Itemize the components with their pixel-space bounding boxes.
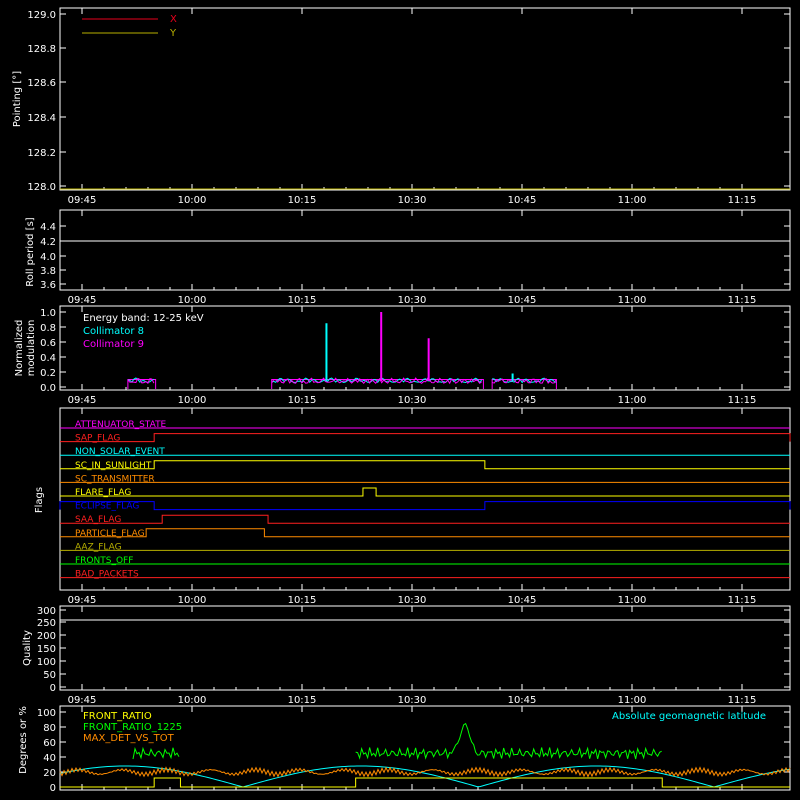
- front-ratio-1225-line: [133, 748, 179, 759]
- flag-label: SAA_FLAG: [75, 515, 122, 526]
- y-tick-label: 4.2: [40, 237, 56, 248]
- x-tick-label: 10:15: [287, 595, 317, 606]
- y-axis-label-modulation-2: modulation: [26, 319, 37, 377]
- y-tick-label: 129.0: [27, 10, 56, 21]
- y-tick-label: 0.0: [40, 383, 56, 394]
- x-tick-label: 10:00: [177, 595, 207, 606]
- x-tick-label: 10:00: [177, 695, 207, 706]
- front-ratio-1225-line: [356, 724, 662, 759]
- x-tick-label: 10:30: [397, 595, 427, 606]
- y-tick-label: 128.6: [27, 78, 56, 89]
- y-tick-label: 0.2: [40, 368, 56, 379]
- flag-label: SAP_FLAG: [75, 433, 121, 444]
- y-tick-label: 0: [49, 783, 56, 794]
- x-tick-label: 11:15: [727, 695, 757, 706]
- x-tick-label: 10:30: [397, 295, 427, 306]
- legend-front-ratio: FRONT_RATIO: [83, 711, 152, 722]
- x-tick-label: 10:00: [177, 195, 207, 206]
- y-tick-label: 3.8: [40, 266, 56, 277]
- x-tick-label: 11:15: [727, 295, 757, 306]
- x-tick-label: 10:00: [177, 395, 207, 406]
- legend-label-x: X: [170, 14, 177, 25]
- y-tick-label: 128.4: [27, 113, 56, 124]
- x-tick-label: 10:15: [287, 295, 317, 306]
- y-tick-label: 200: [36, 631, 56, 642]
- x-tick-label: 11:00: [617, 295, 647, 306]
- y-tick-label: 4.0: [40, 252, 56, 263]
- panel-frame: [60, 408, 790, 590]
- x-tick-label: 09:45: [67, 395, 97, 406]
- x-tick-label: 11:15: [727, 195, 757, 206]
- y-axis-label-ratios: Degrees or %: [18, 706, 29, 774]
- y-tick-label: 250: [36, 618, 56, 629]
- flag-line: [60, 502, 790, 510]
- x-tick-label: 10:45: [507, 695, 537, 706]
- y-tick-label: 80: [43, 723, 56, 734]
- y-axis-label-quality: Quality: [22, 630, 33, 666]
- y-tick-label: 60: [43, 738, 56, 749]
- y-tick-label: 1.0: [40, 308, 56, 319]
- panel-frame: [60, 606, 790, 690]
- y-tick-label: 0.8: [40, 323, 56, 334]
- y-tick-label: 0.6: [40, 338, 56, 349]
- panel-roll: [60, 210, 790, 290]
- flag-label: ECLIPSE_FLAG: [75, 501, 140, 512]
- y-tick-label: 0.4: [40, 353, 56, 364]
- y-tick-label: 0: [49, 683, 56, 694]
- panel-quality: [60, 606, 790, 690]
- flag-label: PARTICLE_FLAG: [75, 528, 145, 539]
- y-axis-label-roll: Roll period [s]: [25, 217, 36, 287]
- x-tick-label: 10:30: [397, 395, 427, 406]
- flag-label: FRONTS_OFF: [75, 556, 134, 566]
- modulation-legend-title: Energy band: 12-25 keV: [83, 313, 204, 324]
- x-tick-label: 11:00: [617, 395, 647, 406]
- y-tick-label: 4.4: [40, 222, 56, 233]
- y-tick-label: 50: [43, 670, 56, 681]
- flag-line: [60, 529, 790, 537]
- x-tick-label: 10:45: [507, 595, 537, 606]
- legend-front-ratio-1225: FRONT_RATIO_1225: [83, 722, 183, 733]
- y-tick-label: 300: [36, 606, 56, 617]
- x-tick-label: 09:45: [67, 195, 97, 206]
- x-tick-label: 09:45: [67, 695, 97, 706]
- panel-flags: [60, 408, 790, 590]
- flag-line: [60, 515, 790, 526]
- flag-label: SC_IN_SUNLIGHT: [75, 460, 152, 471]
- x-tick-label: 11:00: [617, 595, 647, 606]
- flag-label: NON_SOLAR_EVENT: [75, 447, 165, 458]
- y-axis-label-modulation-1: Normalized: [14, 319, 25, 377]
- legend-label-y: Y: [170, 28, 177, 39]
- y-tick-label: 128.8: [27, 44, 56, 55]
- annotation-geomagnetic-latitude: Absolute geomagnetic latitude: [612, 711, 766, 722]
- x-tick-label: 10:15: [287, 195, 317, 206]
- flag-label: FLARE_FLAG: [75, 488, 132, 498]
- x-tick-label: 10:00: [177, 295, 207, 306]
- legend-max-det-vs-tot: MAX_DET_VS_TOT: [83, 733, 174, 744]
- y-tick-label: 3.6: [40, 280, 56, 291]
- x-tick-label: 10:30: [397, 695, 427, 706]
- flag-label: SC_TRANSMITTER: [75, 474, 155, 485]
- front-ratio-line: [60, 778, 790, 787]
- panel-frame: [60, 210, 790, 290]
- y-tick-label: 40: [43, 753, 56, 764]
- x-tick-label: 11:15: [727, 595, 757, 606]
- x-tick-label: 11:15: [727, 395, 757, 406]
- flag-line: [60, 461, 790, 469]
- max-det-vs-tot-line: [60, 768, 790, 777]
- y-axis-label-flags: Flags: [34, 486, 45, 514]
- y-tick-label: 150: [36, 644, 56, 655]
- flag-label: BAD_PACKETS: [75, 569, 139, 580]
- x-tick-label: 09:45: [67, 595, 97, 606]
- y-tick-label: 20: [43, 768, 56, 779]
- y-tick-label: 100: [36, 708, 56, 719]
- y-axis-label-pointing: Pointing [°]: [12, 70, 23, 128]
- x-tick-label: 11:00: [617, 195, 647, 206]
- x-tick-label: 10:30: [397, 195, 427, 206]
- x-tick-label: 10:15: [287, 695, 317, 706]
- x-tick-label: 11:00: [617, 695, 647, 706]
- x-tick-label: 09:45: [67, 295, 97, 306]
- y-tick-label: 128.2: [27, 148, 56, 159]
- flag-label: AAZ_FLAG: [75, 542, 122, 553]
- y-tick-label: 128.0: [27, 182, 56, 193]
- modulation-legend-collimator-8: Collimator 8: [83, 326, 144, 337]
- flag-line: [60, 434, 790, 442]
- flag-label: ATTENUATOR_STATE: [75, 420, 167, 430]
- y-tick-label: 100: [36, 657, 56, 668]
- x-tick-label: 10:45: [507, 195, 537, 206]
- x-tick-label: 10:45: [507, 295, 537, 306]
- modulation-legend-collimator-9: Collimator 9: [83, 339, 144, 350]
- x-tick-label: 10:15: [287, 395, 317, 406]
- x-tick-label: 10:45: [507, 395, 537, 406]
- flag-line: [60, 488, 790, 496]
